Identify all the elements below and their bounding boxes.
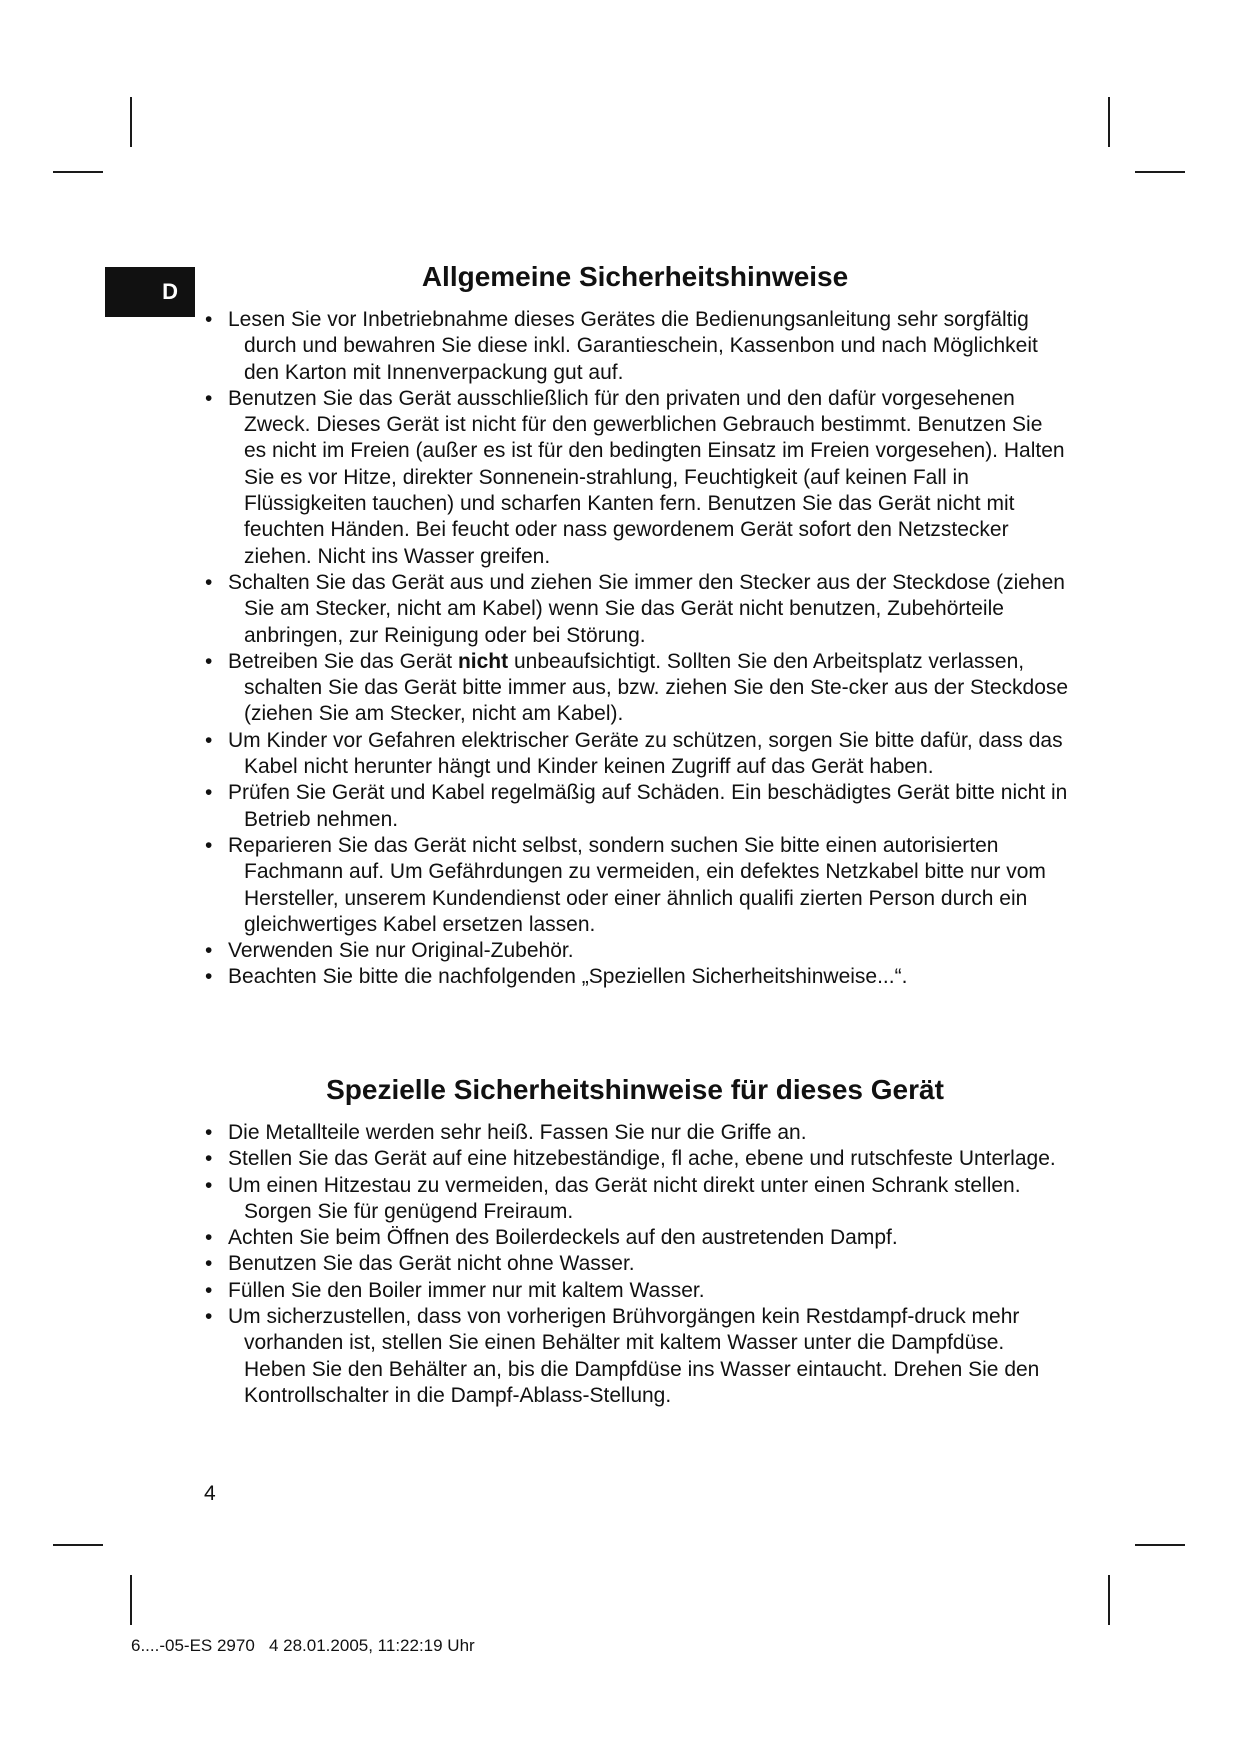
bullet: •: [205, 1252, 213, 1276]
bullet: •: [205, 728, 213, 752]
bullet: •: [205, 1305, 213, 1329]
page-number: 4: [204, 1482, 216, 1505]
list-item: • Lesen Sie vor Inbetriebnahme dieses Gerätes die Bedienungsanleitung sehr sorgfältig durch und bewahren Sie diese inkl. Garantieschein, Kassenbon und nach Möglichkeit den Karton mit Innenverpackung gut auf.: [205, 308, 1038, 384]
general-safety-list: [200, 307, 1070, 991]
bullet: •: [205, 939, 213, 963]
list-item: • Die Metallteile werden sehr heiß. Fassen Sie nur die Griffe an.: [200, 1120, 1070, 1146]
specific-safety-list: [200, 1120, 1070, 1409]
bullet: •: [205, 833, 213, 857]
bullet: •: [205, 649, 213, 673]
section-title-general-safety: Allgemeine Sicherheitshinweise: [421, 261, 849, 292]
bullet: •: [205, 1173, 213, 1197]
list-item: • Schalten Sie das Gerät aus und ziehen Sie immer den Stecker aus der Steckdose (ziehen Sie am Stecker, nicht am Kabel) wenn Sie das Gerät nicht benutzen, Zubehörteile anbringen, zur Reinigung oder bei Störung.: [205, 570, 1065, 647]
crop-mark-top-right-h: [1135, 171, 1185, 173]
bullet: •: [205, 308, 213, 331]
list-item: • Um sicherzustellen, dass von vorherigen Brühvorgängen kein Restdampf-druck mehr vorhanden ist, stellen Sie einen Behälter mit kaltem Wasser unter die Dampfdüse. Heben Sie den Behälter an, bis die Dampfdüse ins Wasser eintaucht. Drehen Sie den Kontrollschalter in die Dampf-Ablass-Stellung.: [205, 1305, 1040, 1407]
list-item: • Füllen Sie den Boiler immer nur mit kaltem Wasser.: [200, 1278, 1070, 1304]
list-item: • Benutzen Sie das Gerät nicht ohne Wasser.: [200, 1251, 1070, 1277]
list-item: • Beachten Sie bitte die nachfolgenden „Speziellen Sicherheitshinweise...“.: [200, 964, 1070, 990]
list-item: • Reparieren Sie das Gerät nicht selbst, sondern suchen Sie bitte einen autorisierten Fachmann auf. Um Gefährdungen zu vermeiden, ein defektes Netzkabel bitte nur vom Hersteller, unserem Kundendienst oder einer ähnlich qualifi zierten Person durch ein gleichwertiges Kabel ersetzen lassen.: [205, 833, 1046, 936]
crop-mark-bottom-right-v: [1108, 1575, 1110, 1625]
crop-mark-bottom-right-h: [1135, 1544, 1185, 1546]
crop-mark-top-left-v: [130, 97, 132, 147]
list-item: • Betreiben Sie das Gerät nicht unbeaufsichtigt. Sollten Sie den Arbeitsplatz verlassen, schalten Sie das Gerät bitte immer aus, bzw. ziehen Sie den Ste-cker aus der Steckdose (ziehen Sie am Stecker, nicht am Kabel).: [205, 649, 1069, 726]
bullet: •: [205, 1226, 213, 1250]
list-item: • Benutzen Sie das Gerät ausschließlich für den privaten und den dafür vorgesehenen Zweck. Dieses Gerät ist nicht für den gewerblichen Gebrauch bestimmt. Benutzen Sie es nicht im Freien (außer es ist für den bedingten Einsatz im Freien vorgesehen). Halten Sie es vor Hitze, direkter Sonnenein-strahlung, Feuchtigkeit (auf keinen Fall in Flüssigkeiten tauchen) und scharfen Kanten fern. Benutzen Sie das Gerät nicht mit feuchten Händen. Bei feucht oder nass gewordenem Gerät sofort den Netzstecker ziehen. Nicht ins Wasser greifen.: [205, 386, 1065, 568]
crop-mark-top-left-h: [53, 171, 103, 173]
bullet: •: [205, 781, 213, 805]
language-tab: D: [105, 267, 195, 317]
section-title-specific-safety: Spezielle Sicherheitshinweise für dieses Gerät: [326, 1074, 944, 1105]
bullet: •: [205, 1147, 213, 1171]
list-item: • Um Kinder vor Gefahren elektrischer Geräte zu schützen, sorgen Sie bitte dafür, dass das Kabel nicht herunter hängt und Kinder keinen Zugriff auf das Gerät haben.: [205, 728, 1063, 779]
list-item: • Um einen Hitzestau zu vermeiden, das Gerät nicht direkt unter einen Schrank stellen. Sorgen Sie für genügend Freiraum.: [205, 1173, 1021, 1223]
print-footer: 6....-05-ES 2970 4 28.01.2005, 11:22:19 Uhr: [131, 1636, 475, 1655]
bullet: •: [205, 1278, 213, 1302]
bullet: •: [205, 386, 213, 410]
crop-mark-bottom-left-v: [130, 1575, 132, 1625]
crop-mark-top-right-v: [1108, 97, 1110, 147]
bullet: •: [205, 1121, 213, 1144]
bullet: •: [205, 570, 213, 594]
bullet: •: [205, 965, 213, 989]
list-item: • Prüfen Sie Gerät und Kabel regelmäßig auf Schäden. Ein beschädigtes Gerät bitte nicht in Betrieb nehmen.: [205, 781, 1068, 831]
crop-mark-bottom-left-h: [53, 1544, 103, 1546]
list-item: • Verwenden Sie nur Original-Zubehör.: [200, 938, 1070, 964]
list-item: • Achten Sie beim Öffnen des Boilerdeckels auf den austretenden Dampf.: [200, 1225, 1070, 1251]
list-item: • Stellen Sie das Gerät auf eine hitzebeständige, fl ache, ebene und rutschfeste Unterlage.: [200, 1146, 1070, 1172]
